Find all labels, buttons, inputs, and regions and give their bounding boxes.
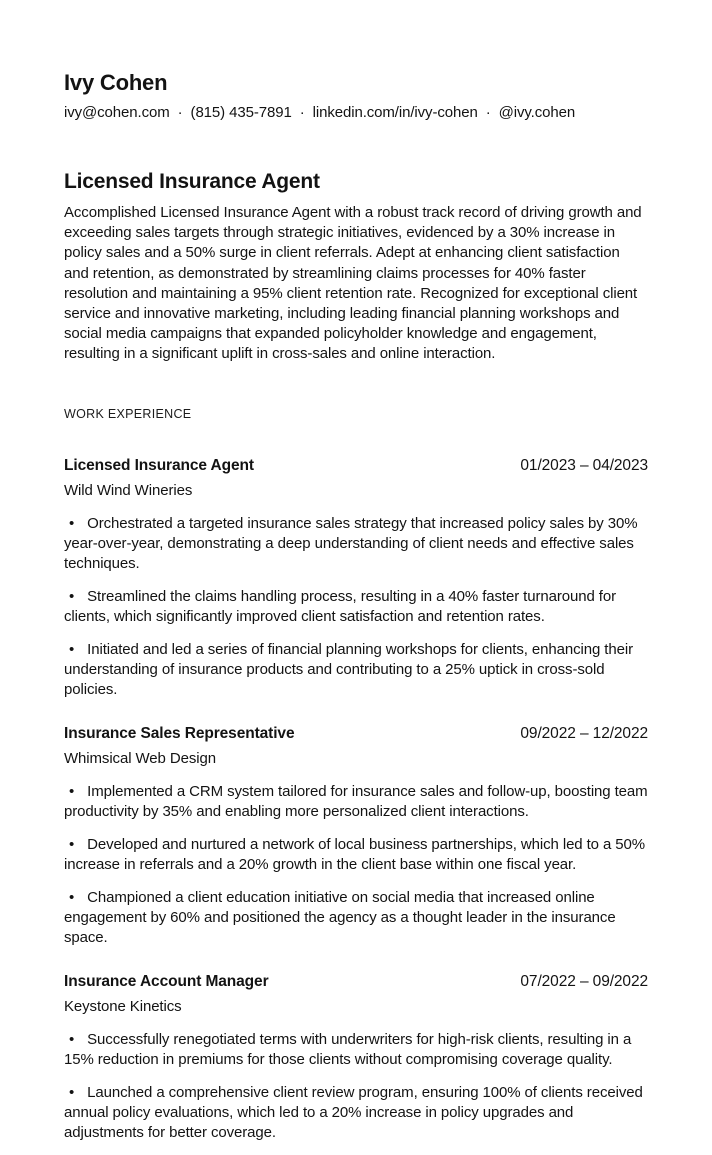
job-entry [64,724,648,948]
job-title: Insurance Sales Representative [64,724,295,742]
bullet-text: Developed and nurtured a network of local business partnerships, which led to a 50% increase in referrals and a 20% growth in the client base within one fiscal year. [64,835,646,873]
contact-separator: · [177,104,183,121]
bullet-icon: • [69,888,75,906]
bullet-item [64,587,648,627]
bullet-item [64,1083,648,1143]
bullet-text: Championed a client education initiative on social media that increased online engagement by 60% and positioned the agency as a thought leader in the insurance space. [64,888,616,946]
job-title: Licensed Insurance Agent [64,456,254,474]
bullet-icon: • [69,1030,75,1048]
bullet-item [64,514,648,574]
contact-item: ivy@cohen.com [64,104,170,121]
job-header [64,972,648,992]
bullet-icon: • [69,782,75,800]
contact-item: linkedin.com/in/ivy-cohen [312,104,478,121]
contact-separator: · [485,104,491,121]
bullet-text: Initiated and led a series of financial planning workshops for clients, enhancing their understanding of insurance products and contributing to a 25% uptick in cross-sold policies. [64,640,633,698]
job-dates: 01/2023 – 04/2023 [520,456,648,474]
contact-separator: · [299,104,305,121]
bullet-text: Orchestrated a targeted insurance sales strategy that increased policy sales by 30% year-over-year, demonstrating a deep understanding of client needs and effective sales techniques. [64,514,638,572]
bullet-list [64,782,648,948]
job-company: Wild Wind Wineries [64,481,193,499]
contact-line [64,103,648,123]
job-title: Insurance Account Manager [64,972,269,990]
bullet-text: Launched a comprehensive client review program, ensuring 100% of clients received annual policy evaluations, which led to a 20% increase in policy upgrades and adjustments for better coverage. [64,1083,643,1141]
bullet-item [64,888,648,948]
person-name: Ivy Cohen [64,70,168,95]
bullet-icon: • [69,1083,75,1101]
bullet-icon: • [69,640,75,658]
profile-section [64,169,648,365]
bullet-text: Streamlined the claims handling process, resulting in a 40% faster turnaround for clients, which significantly improved client satisfaction and retention rates. [64,587,617,625]
job-header [64,724,648,744]
bullet-list [64,1030,648,1143]
bullet-icon: • [69,587,75,605]
work-experience-section [64,407,648,1143]
job-entry [64,456,648,700]
profile-title: Licensed Insurance Agent [64,170,320,193]
job-dates: 07/2022 – 09/2022 [520,972,648,990]
contact-item: @ivy.cohen [498,104,576,121]
bullet-item [64,782,648,822]
job-entry [64,972,648,1143]
job-company: Keystone Kinetics [64,997,182,1015]
contact-item: (815) 435-7891 [190,104,292,121]
job-header [64,456,648,476]
profile-summary: Accomplished Licensed Insurance Agent with a robust track record of driving growth and exceeding sales targets through strategic initiatives, evidenced by a 30% increase in policy sales and a 50% surge in client referrals. Adept at enhancing client satisfaction and retention, as demonstrated by streamlining claims processes for 40% faster resolution and maintaining a 95% client retention rate. Recognized for exceptional client service and innovative marketing, including leading financial planning workshops and social media campaigns that expanded policyholder knowledge and engagement, resulting in a significant uplift in cross-sales and online interaction. [64,204,642,363]
bullet-text: Implemented a CRM system tailored for insurance sales and follow-up, boosting team productivity by 35% and enabling more personalized client interactions. [64,782,648,820]
resume-header [64,70,648,123]
bullet-item [64,640,648,700]
job-dates: 09/2022 – 12/2022 [520,724,648,742]
bullet-icon: • [69,514,75,532]
bullet-item [64,1030,648,1070]
bullet-list [64,514,648,700]
job-company: Whimsical Web Design [64,749,216,767]
bullet-icon: • [69,835,75,853]
job-list [64,456,648,1143]
work-experience-label: WORK EXPERIENCE [64,406,192,421]
bullet-item [64,835,648,875]
bullet-text: Successfully renegotiated terms with underwriters for high-risk clients, resulting in a 15% reduction in premiums for those clients without compromising coverage quality. [64,1030,632,1068]
